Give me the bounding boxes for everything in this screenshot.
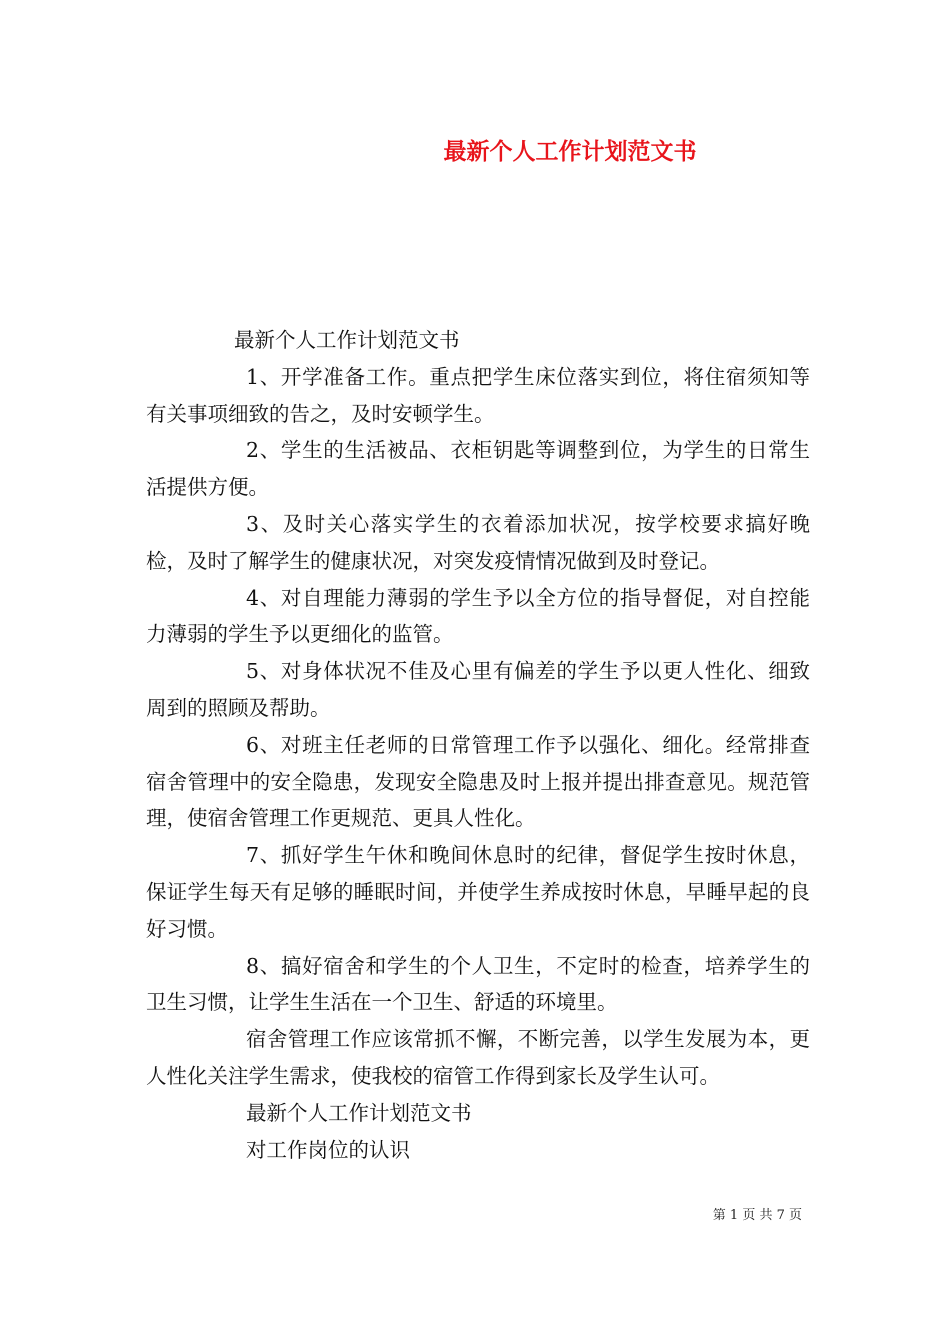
paragraph-item-7: 7、抓好学生午休和晚间休息时的纪律，督促学生按时休息，保证学生每天有足够的睡眠时间，并使学生养成按时休息，早睡早起的良好习惯。 [146,843,810,941]
paragraph-item-6: 6、对班主任老师的日常管理工作予以强化、细化。经常排查宿舍管理中的安全隐患，发现安全隐患及时上报并提出排查意见。规范管理，使宿舍管理工作更规范、更具人性化。 [146,732,810,831]
paragraph-item-8: 8、搞好宿舍和学生的个人卫生，不定时的检查，培养学生的卫生习惯，让学生生活在一个卫生、舒适的环境里。 [146,953,810,1015]
document-body [146,322,810,1168]
paragraph-item-3: 3、及时关心落实学生的衣着添加状况，按学校要求搞好晚检，及时了解学生的健康状况，对突发疫情情况做到及时登记。 [146,511,810,573]
paragraph-section-heading: 最新个人工作计划范文书 [246,1100,472,1125]
page-number-footer: 第 1 页 共 7 页 [712,1208,802,1223]
paragraph-subtitle: 最新个人工作计划范文书 [234,328,460,352]
paragraph-section-subheading: 对工作岗位的认识 [246,1137,410,1162]
paragraph-item-2: 2、学生的生活被品、衣柜钥匙等调整到位，为学生的日常生活提供方便。 [146,438,810,500]
paragraph-item-5: 5、对身体状况不佳及心里有偏差的学生予以更人性化、细致周到的照顾及帮助。 [146,659,810,720]
paragraph-item-4: 4、对自理能力薄弱的学生予以全方位的指导督促，对自控能力薄弱的学生予以更细化的监管。 [146,585,810,647]
paragraph-summary: 宿舍管理工作应该常抓不懈，不断完善，以学生发展为本，更人性化关注学生需求，使我校的宿管工作得到家长及学生认可。 [146,1027,810,1088]
paragraph-item-1: 1、开学准备工作。重点把学生床位落实到位，将住宿须知等有关事项细致的告之，及时安顿学生。 [146,364,810,426]
document-title: 最新个人工作计划范文书 [443,138,697,165]
